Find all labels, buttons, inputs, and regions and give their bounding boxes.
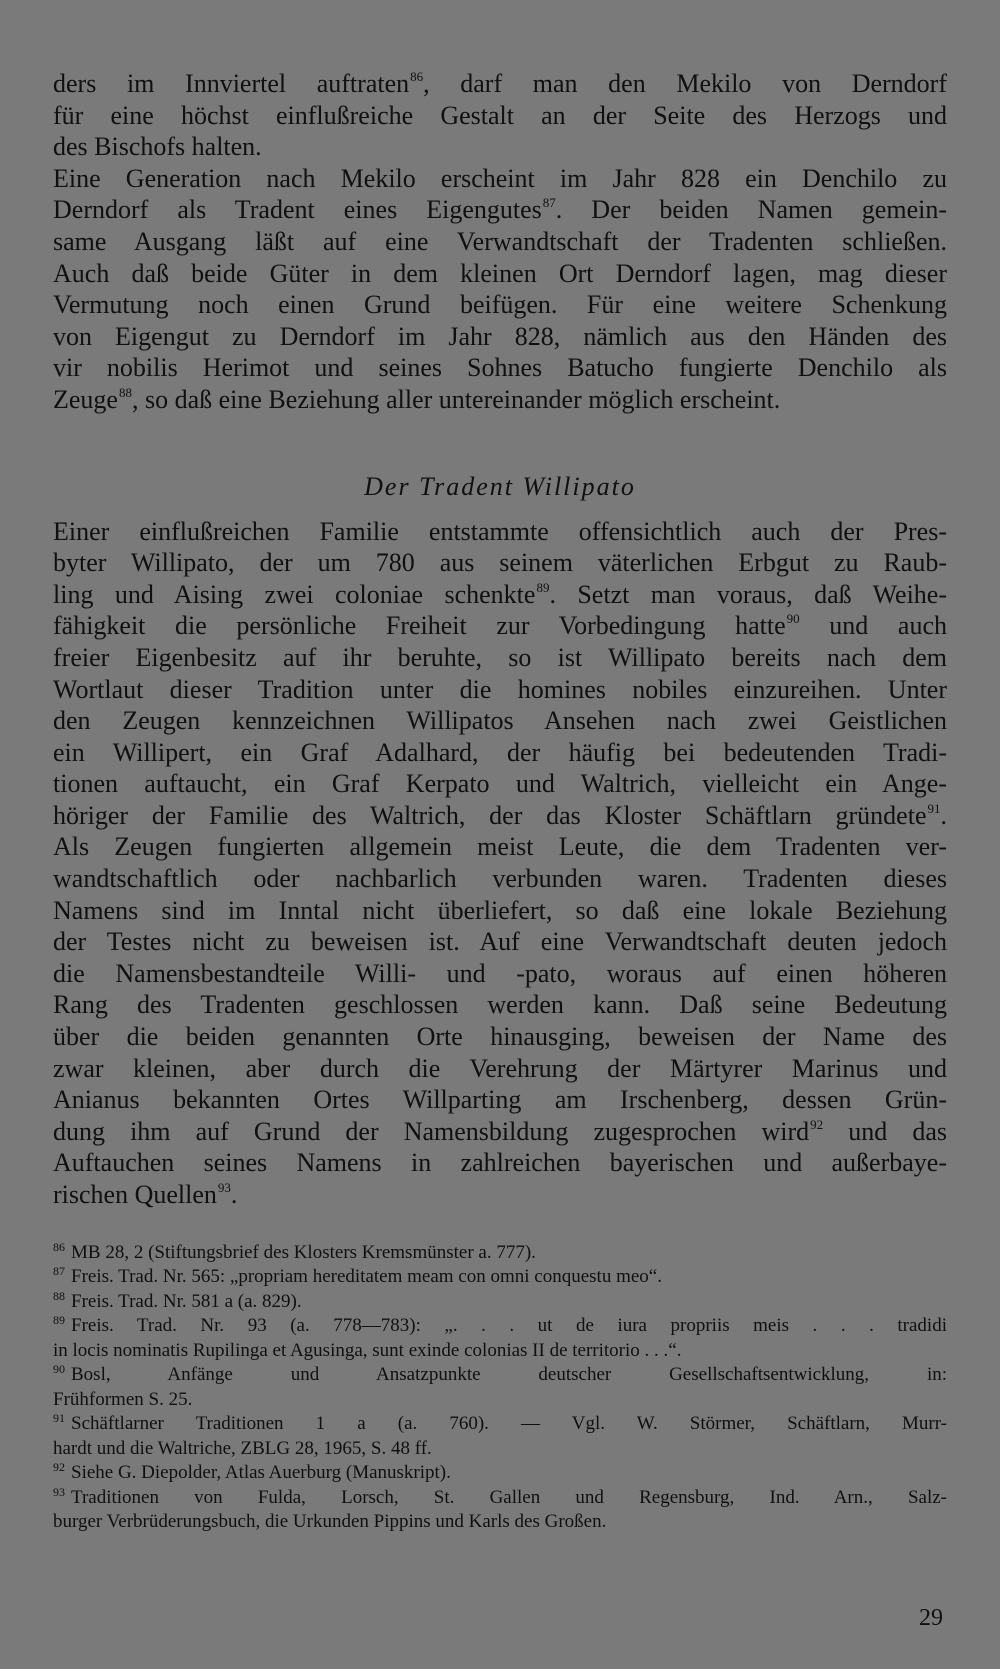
- page-number: 29: [919, 1605, 943, 1631]
- text-segment: für eine höchst einflußreiche Gestalt an der Seite des Herzogs und: [53, 100, 947, 130]
- text-line: [53, 1021, 947, 1053]
- footnote-number: 88: [53, 1289, 65, 1303]
- text-segment: Auch daß beide Güter in dem kleinen Ort Derndorf lagen, mag dieser: [53, 258, 947, 288]
- footnote-ref: 91: [927, 800, 941, 816]
- paragraph-1: [53, 68, 947, 163]
- text-line: [53, 926, 947, 958]
- text-line: [53, 352, 947, 384]
- text-line: [53, 800, 947, 832]
- footnote-ref: 92: [810, 1116, 824, 1132]
- footnote-line: [53, 1486, 947, 1511]
- footnote-text: Bosl, Anfänge und Ansatzpunkte deutscher Gesellschaftsentwicklung, in:: [71, 1364, 947, 1386]
- footnote: [53, 1314, 947, 1363]
- text-segment: Derndorf als Tradent eines Eigengutes: [53, 195, 542, 225]
- footnote: [53, 1461, 947, 1486]
- text-line: [53, 226, 947, 258]
- text-segment: Wortlaut dieser Tradition unter die homines nobiles einzureihen. Unter: [53, 674, 947, 704]
- text-segment: byter Willipato, der um 780 aus seinem väterlichen Erbgut zu Raub-: [53, 548, 947, 578]
- footnote-line: [53, 1461, 947, 1486]
- footnote-line: [53, 1363, 947, 1388]
- footnote-number: 90: [53, 1363, 65, 1377]
- text-segment: höriger der Familie des Waltrich, der das Kloster Schäftlarn gründete: [53, 800, 927, 830]
- footnote: [53, 1412, 947, 1461]
- footnotes: [53, 1241, 947, 1535]
- text-segment: Anianus bekannten Ortes Willparting am Irschenberg, dessen Grün-: [53, 1085, 947, 1115]
- text-segment: Auftauchen seines Namens in zahlreichen bayerischen und außerbaye-: [53, 1148, 947, 1178]
- footnote-line: [53, 1314, 947, 1339]
- text-segment: , darf man den Mekilo von Derndorf: [423, 69, 947, 98]
- text-line: [53, 989, 947, 1021]
- text-segment: .: [230, 1180, 238, 1209]
- footnote-text: Schäftlarner Traditionen 1 a (a. 760). — Vgl. W. Störmer, Schäftlarn, Murr-: [71, 1413, 947, 1435]
- footnote-text: burger Verbrüderungsbuch, die Urkunden Pippins und Karls des Großen.: [53, 1511, 607, 1533]
- text-line: [53, 258, 947, 290]
- text-segment: dung ihm auf Grund der Namensbildung zugesprochen wird: [53, 1116, 810, 1146]
- footnote-text: in locis nominatis Rupilinga et Agusinga, sunt exinde colonias II de territorio . . .“.: [53, 1339, 682, 1361]
- text-segment: des Bischofs halten.: [53, 132, 262, 162]
- text-segment: der Testes nicht zu beweisen ist. Auf eine Verwandtschaft deuten jedoch: [53, 927, 947, 957]
- text-segment: tionen auftaucht, ein Graf Kerpato und Waltrich, vielleicht ein Ange-: [53, 769, 947, 799]
- footnote-ref: 88: [118, 384, 132, 400]
- text-line: [53, 100, 947, 132]
- text-line: [53, 642, 947, 674]
- text-line: [53, 895, 947, 927]
- footnote-number: 86: [53, 1240, 65, 1254]
- text-line: [53, 194, 947, 226]
- footnote-line: [53, 1510, 947, 1535]
- text-segment: Namens sind im Inntal nicht überliefert, so daß eine lokale Beziehung: [53, 895, 947, 925]
- footnote-ref: 86: [410, 69, 424, 84]
- footnote-line: [53, 1412, 947, 1437]
- page-content: [53, 68, 947, 1535]
- text-line: [53, 831, 947, 863]
- footnote-text: Freis. Trad. Nr. 93 (a. 778—783): „. . . ut de iura propriis meis . . . tradidi: [71, 1315, 947, 1337]
- footnote-number: 91: [53, 1412, 65, 1426]
- footnote-ref: 89: [536, 579, 550, 595]
- text-segment: und das: [823, 1116, 947, 1146]
- text-line: [53, 737, 947, 769]
- text-line: [53, 1053, 947, 1085]
- text-line: [53, 1147, 947, 1179]
- text-segment: . Der beiden Namen gemein-: [555, 195, 947, 225]
- footnote-text: MB 28, 2 (Stiftungsbrief des Klosters Kremsmünster a. 777).: [71, 1241, 536, 1263]
- footnote-number: 87: [53, 1265, 65, 1279]
- text-segment: .: [940, 800, 947, 830]
- text-line: [53, 68, 947, 100]
- text-segment: den Zeugen kennzeichnen Willipatos Ansehen nach zwei Geistlichen: [53, 706, 947, 736]
- footnote-ref: 87: [542, 195, 556, 211]
- text-line: [53, 674, 947, 706]
- text-line: [53, 705, 947, 737]
- footnote-text: Freis. Trad. Nr. 581 a (a. 829).: [71, 1290, 302, 1312]
- text-segment: Einer einflußreichen Familie entstammte offensichtlich auch der Pres-: [53, 516, 947, 546]
- footnote-line: [53, 1437, 947, 1462]
- text-line: [53, 579, 947, 611]
- section-heading: Der Tradent Willipato: [364, 471, 636, 501]
- text-segment: ders im Innviertel auftraten: [53, 69, 410, 98]
- text-segment: von Eigengut zu Derndorf im Jahr 828, nämlich aus den Händen des: [53, 321, 947, 351]
- text-line: [53, 768, 947, 800]
- paragraph-2: [53, 163, 947, 416]
- footnote-number: 89: [53, 1314, 65, 1328]
- text-segment: vir nobilis Herimot und seines Sohnes Batucho fungierte Denchilo als: [53, 353, 947, 383]
- text-line: [53, 516, 947, 548]
- text-segment: und auch: [799, 611, 947, 641]
- footnote-ref: 90: [786, 611, 800, 627]
- footnote: [53, 1265, 947, 1290]
- text-line: [53, 610, 947, 642]
- text-segment: über die beiden genannten Orte hinausging, beweisen der Name des: [53, 1022, 947, 1052]
- text-segment: fähigkeit die persönliche Freiheit zur Vorbedingung hatte: [53, 611, 786, 641]
- footnote-line: [53, 1265, 947, 1290]
- text-line: [53, 1179, 947, 1211]
- text-line: [53, 547, 947, 579]
- text-segment: ling und Aising zwei coloniae schenkte: [53, 579, 536, 609]
- text-segment: Zeuge: [53, 384, 118, 414]
- footnote-text: Siehe G. Diepolder, Atlas Auerburg (Manuskript).: [71, 1462, 451, 1484]
- text-line: [53, 131, 947, 163]
- paragraph-3: [53, 516, 947, 1211]
- footnote-text: Freis. Trad. Nr. 565: „propriam hereditatem meam con omni conquestu meo“.: [71, 1266, 662, 1288]
- footnote-line: [53, 1339, 947, 1364]
- footnote-line: [53, 1388, 947, 1413]
- footnote-number: 93: [53, 1485, 65, 1499]
- footnote: [53, 1290, 947, 1315]
- footnote-line: [53, 1241, 947, 1266]
- text-line: [53, 863, 947, 895]
- text-segment: freier Eigenbesitz auf ihr beruhte, so ist Willipato bereits nach dem: [53, 642, 947, 672]
- text-line: [53, 958, 947, 990]
- footnote-line: [53, 1290, 947, 1315]
- footnote-ref: 93: [217, 1180, 231, 1195]
- text-segment: Rang des Tradenten geschlossen werden kann. Daß seine Bedeutung: [53, 990, 947, 1020]
- text-segment: Als Zeugen fungierten allgemein meist Leute, die dem Tradenten ver-: [53, 832, 947, 862]
- text-segment: Eine Generation nach Mekilo erscheint im Jahr 828 ein Denchilo zu: [53, 163, 947, 193]
- footnote-text: hardt und die Waltriche, ZBLG 28, 1965, S. 48 ff.: [53, 1437, 432, 1459]
- text-line: [53, 289, 947, 321]
- text-segment: wandtschaftlich oder nachbarlich verbunden waren. Tradenten dieses: [53, 864, 947, 894]
- text-line: [53, 384, 947, 416]
- text-segment: die Namensbestandteile Willi- und -pato, woraus auf einen höheren: [53, 958, 947, 988]
- text-segment: same Ausgang läßt auf eine Verwandtschaft der Tradenten schließen.: [53, 226, 947, 256]
- footnote-text: Frühformen S. 25.: [53, 1388, 193, 1410]
- text-segment: rischen Quellen: [53, 1180, 217, 1209]
- footnote: [53, 1241, 947, 1266]
- text-line: [53, 1084, 947, 1116]
- text-segment: Vermutung noch einen Grund beifügen. Für eine weitere Schenkung: [53, 290, 947, 320]
- text-segment: , so daß eine Beziehung aller untereinander möglich erscheint.: [131, 384, 781, 414]
- text-segment: . Setzt man voraus, daß Weihe-: [549, 579, 947, 609]
- text-line: [53, 321, 947, 353]
- text-line: [53, 1116, 947, 1148]
- footnote-number: 92: [53, 1461, 65, 1475]
- text-segment: ein Willipert, ein Graf Adalhard, der häufig bei bedeutenden Tradi-: [53, 737, 947, 767]
- footnote-text: Traditionen von Fulda, Lorsch, St. Gallen und Regensburg, Ind. Arn., Salz-: [71, 1486, 947, 1508]
- text-segment: zwar kleinen, aber durch die Verehrung der Märtyrer Marinus und: [53, 1053, 947, 1083]
- text-line: [53, 163, 947, 195]
- footnote: [53, 1486, 947, 1535]
- footnote: [53, 1363, 947, 1412]
